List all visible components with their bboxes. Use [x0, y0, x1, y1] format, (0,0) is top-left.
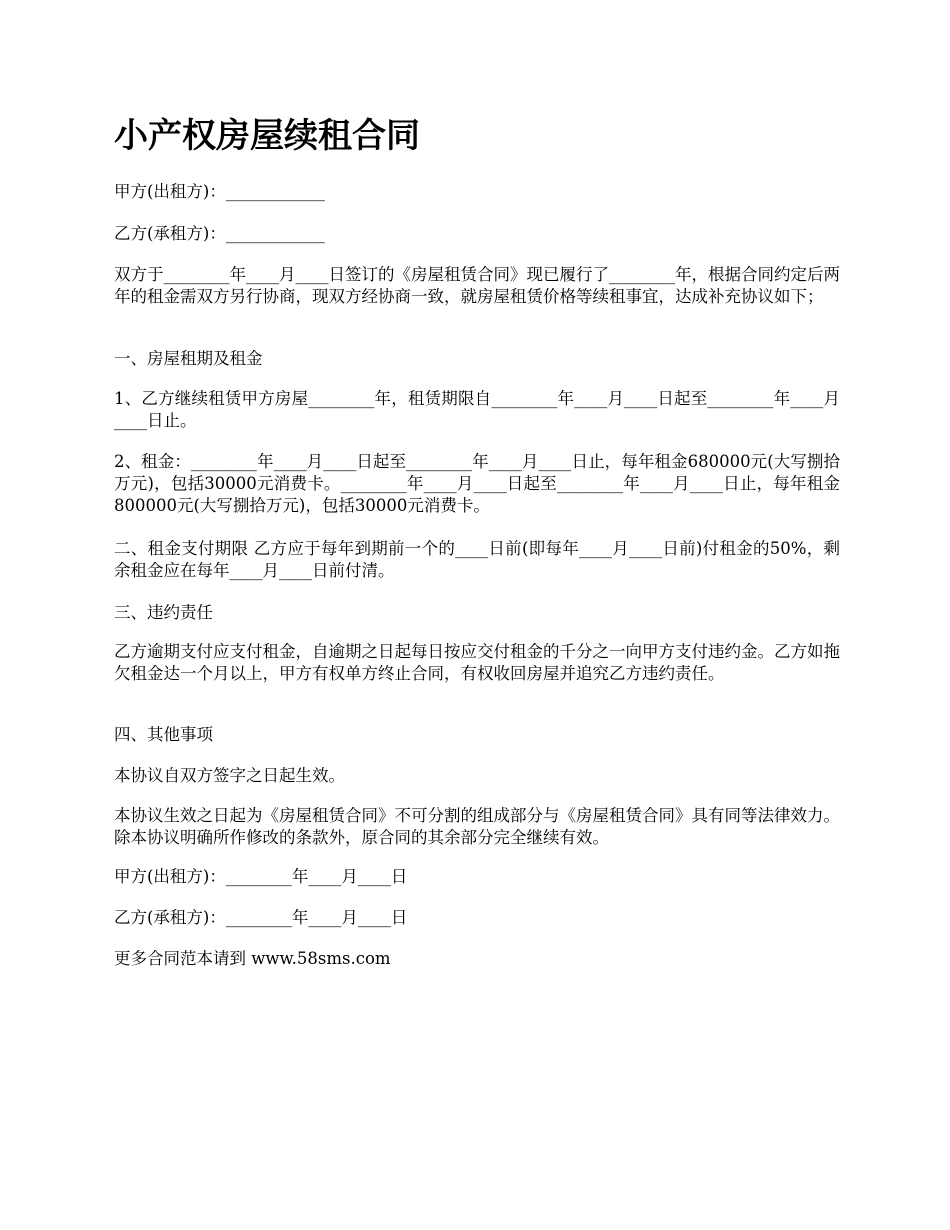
section4-paragraph2: 本协议生效之日起为《房屋租赁合同》不可分割的组成部分与《房屋租赁合同》具有同等法律效力。除本协议明确所作修改的条款外，原合同的其余部分完全继续有效。: [114, 806, 840, 847]
party-a-line: 甲方(出租方)：____________: [114, 182, 325, 201]
section2-paragraph: 二、租金支付期限 乙方应于每年到期前一个的____日前(即每年____月____日前)付租金的50%，剩余租金应在每年____月____日前付清。: [114, 539, 840, 580]
signature-party-b: 乙方(承租方)：________年____月____日: [114, 908, 408, 927]
document-title: 小产权房屋续租合同: [114, 116, 420, 156]
section1-item2: 2、租金：________年____月____日起至________年____月____日止，每年租金680000元(大写捌拾万元)，包括30000元消费卡。________年____月____日起至________年____月____日止，每年租金800000元(大写捌拾万元)，包括30000元消费卡。: [114, 452, 840, 515]
section3-heading: 三、违约责任: [114, 603, 213, 622]
section1-heading: 一、房屋租期及租金: [114, 349, 263, 368]
signature-party-a: 甲方(出租方)：________年____月____日: [114, 867, 408, 886]
section3-body: 乙方逾期支付应支付租金，自逾期之日起每日按应交付租金的千分之一向甲方支付违约金。乙方如拖欠租金达一个月以上，甲方有权单方终止合同，有权收回房屋并追究乙方违约责任。: [114, 642, 840, 683]
party-b-line: 乙方(承租方)：____________: [114, 224, 325, 243]
section1-item1: 1、乙方继续租赁甲方房屋________年，租赁期限自________年____月____日起至________年____月____日止。: [114, 389, 840, 430]
section4-paragraph1: 本协议自双方签字之日起生效。: [114, 766, 345, 785]
section4-heading: 四、其他事项: [114, 725, 213, 744]
footer-link-text: 更多合同范本请到 www.58sms.com: [114, 949, 391, 968]
intro-paragraph: 双方于________年____月____日签订的《房屋租赁合同》现已履行了________年，根据合同约定后两年的租金需双方另行协商，现双方经协商一致，就房屋租赁价格等续租事宜，达成补充协议如下；: [114, 265, 840, 306]
